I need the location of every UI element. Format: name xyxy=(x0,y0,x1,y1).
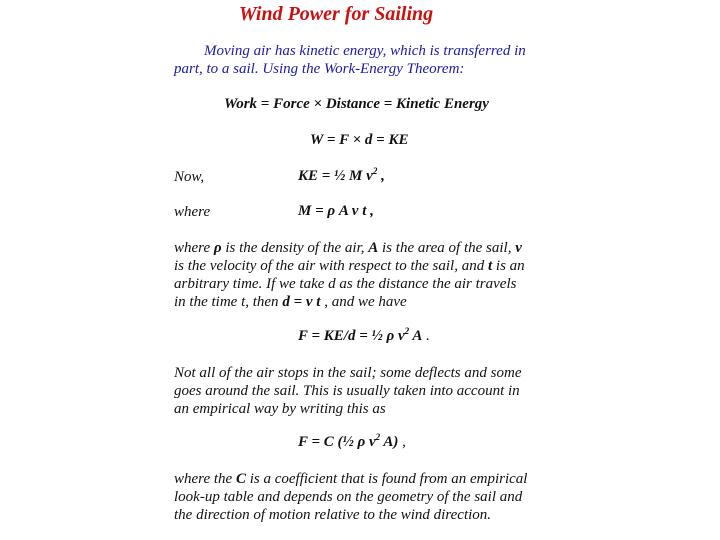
p1-distance-eq: d = v t xyxy=(282,294,321,310)
ke-equation xyxy=(298,168,385,185)
p1-time: t xyxy=(487,258,493,274)
p1-text-a: where xyxy=(174,240,214,256)
p1-area: A xyxy=(368,240,379,256)
paragraph-variables-line-3: arbitrary time. If we take d as the distance the air travels xyxy=(174,276,517,292)
p3-text-a: where the xyxy=(174,471,236,487)
p3-text-b: is a coefficient that is found from an empirical xyxy=(245,471,528,487)
ke-exponent: 2 xyxy=(372,166,378,176)
p3-coefficient: C xyxy=(235,471,246,487)
force2-exponent: 2 xyxy=(375,432,381,442)
ke-equation-main: KE = ½ M v xyxy=(298,168,373,184)
p1-text-g: , and we have xyxy=(320,294,407,310)
p1-text-d: is the velocity of the air with respect to the sail, and xyxy=(174,258,488,274)
force1-main: F = KE/d = ½ ρ v xyxy=(298,328,405,344)
paragraph-deflection xyxy=(174,364,521,418)
paragraph-deflection-line-1: Not all of the air stops in the sail; some deflects and some xyxy=(174,365,522,381)
mass-label: where xyxy=(174,204,211,220)
slide-title-text: Wind Power for Sailing xyxy=(238,3,434,25)
mass-equation: M = ρ A v t , xyxy=(298,203,374,219)
paragraph-deflection-line-3: an empirical way by writing this as xyxy=(174,401,386,417)
force1-end: . xyxy=(422,328,430,344)
ke-equation-tail: , xyxy=(377,168,385,184)
paragraph-coefficient-line-3: the direction of motion relative to the wind direction. xyxy=(174,507,492,523)
force2-end: , xyxy=(398,434,406,450)
force-equation-1 xyxy=(298,328,430,345)
force1-tail: A xyxy=(409,328,423,344)
paragraph-coefficient-line-1 xyxy=(174,470,527,488)
p1-text-e: is an xyxy=(492,258,525,274)
short-equation: W = F × d = KE xyxy=(310,132,409,148)
intro-line-2: part, to a sail. Using the Work-Energy Theorem: xyxy=(174,61,465,77)
intro-line-1: Moving air has kinetic energy, which is transferred in xyxy=(204,43,526,59)
work-energy-equation: Work = Force × Distance = Kinetic Energy xyxy=(224,96,489,112)
p1-velocity: v xyxy=(515,240,522,256)
p1-text-c: is the area of the sail, xyxy=(378,240,516,256)
force1-exponent: 2 xyxy=(404,326,410,336)
paragraph-variables-line-1 xyxy=(174,239,525,257)
force2-main: F = C (½ ρ v xyxy=(298,434,376,450)
paragraph-variables-line-2 xyxy=(174,257,525,275)
ke-label: Now, xyxy=(174,169,205,185)
paragraph-coefficient xyxy=(174,470,527,524)
force2-tail: A) xyxy=(380,434,399,450)
paragraph-deflection-line-2: goes around the sail. This is usually taken into account in xyxy=(174,383,520,399)
slide-title xyxy=(0,3,720,26)
paragraph-variables xyxy=(174,239,525,311)
p1-rho: ρ xyxy=(213,240,222,256)
p1-text-b: is the density of the air, xyxy=(221,240,369,256)
p1-text-f: in the time t, then xyxy=(174,294,283,310)
paragraph-coefficient-line-2: look-up table and depends on the geometry of the sail and xyxy=(174,489,523,505)
force-equation-2 xyxy=(298,434,406,451)
paragraph-variables-line-4 xyxy=(174,293,525,311)
